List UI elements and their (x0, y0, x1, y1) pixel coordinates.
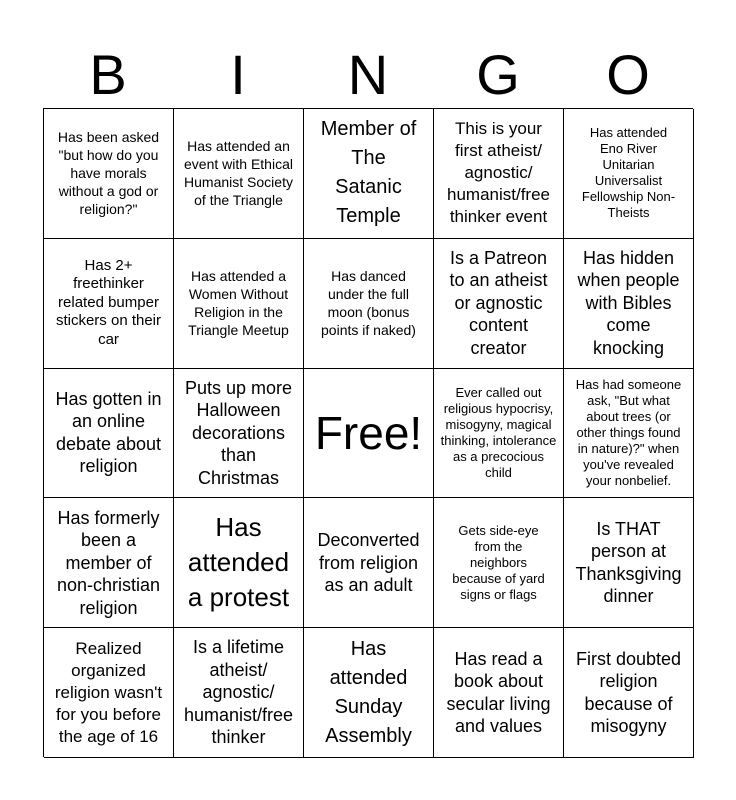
cell-text: Has read a book about secular living and values (446, 648, 551, 737)
cell-text: Has attended Eno River Unitarian Universalist Fellowship Non-Theists (581, 125, 676, 221)
bingo-cell-free[interactable] (304, 369, 434, 499)
cell-text: Ever called out religious hypocrisy, misogyny, magical thinking, intolerance as a precocious child (440, 384, 557, 480)
bingo-cell[interactable] (174, 239, 304, 369)
cell-text: Has 2+ freethinker related bumper stickers on their car (55, 256, 162, 348)
cell-text: First doubted religion because of misogyny (575, 648, 682, 737)
cell-text: Has attended an event with Ethical Humanist Society of the Triangle (184, 138, 293, 209)
bingo-cell[interactable] (174, 628, 304, 758)
bingo-cell[interactable] (434, 109, 564, 239)
header-letter-n: N (347, 43, 389, 106)
cell-text: Is a lifetime atheist/ agnostic/ humanist/free thinker (183, 637, 294, 748)
cell-text: Is THAT person at Thanksgiving dinner (575, 518, 682, 607)
bingo-cell[interactable] (174, 369, 304, 499)
free-space-text: Free! (314, 406, 423, 459)
bingo-cell[interactable] (304, 239, 434, 369)
cell-text: Has attended a Women Without Religion in the Triangle Meetup (188, 268, 289, 339)
cell-text: Realized organized religion wasn't for you before the age of 16 (54, 638, 163, 746)
cell-text: Is a Patreon to an atheist or agnostic content creator (449, 247, 548, 358)
bingo-cell[interactable] (564, 239, 694, 369)
cell-text: Gets side-eye from the neighbors because of yard signs or flags (452, 522, 545, 602)
bingo-cell[interactable] (44, 369, 174, 499)
bingo-cell[interactable] (304, 109, 434, 239)
cell-text: Puts up more Halloween decorations than Christmas (184, 377, 293, 488)
bingo-cell[interactable] (434, 239, 564, 369)
cell-text: Has formerly been a member of non-christian religion (56, 507, 161, 618)
bingo-cell[interactable] (44, 498, 174, 628)
cell-text: Has had someone ask, "But what about trees (or other things found in nature)?" when you've revealed your nonbelief. (575, 376, 682, 488)
cell-text: Has attended a protest (187, 512, 290, 613)
cell-text: Has attended Sunday Assembly (325, 637, 412, 747)
bingo-cell[interactable] (174, 109, 304, 239)
bingo-cell[interactable] (434, 369, 564, 499)
bingo-cell[interactable] (304, 628, 434, 758)
header-letter-i: I (230, 43, 246, 106)
bingo-grid (43, 108, 693, 757)
bingo-cell[interactable] (564, 369, 694, 499)
cell-text: This is your first atheist/ agnostic/ humanist/free thinker event (447, 119, 550, 227)
bingo-cell[interactable] (304, 498, 434, 628)
bingo-cell[interactable] (434, 628, 564, 758)
bingo-cell[interactable] (564, 498, 694, 628)
bingo-cell[interactable] (564, 109, 694, 239)
bingo-cell[interactable] (564, 628, 694, 758)
cell-text: Has been asked "but how do you have morals without a god or religion?" (57, 129, 160, 218)
cell-text: Has danced under the full moon (bonus points if naked) (321, 268, 416, 339)
header-letter-g: G (476, 43, 520, 106)
cell-text: Has gotten in an online debate about religion (55, 388, 162, 477)
header-letter-b: B (89, 43, 127, 106)
bingo-cell[interactable] (174, 498, 304, 628)
bingo-cell[interactable] (44, 628, 174, 758)
cell-text: Deconverted from religion as an adult (317, 530, 420, 596)
cell-text: Member of The Satanic Temple (320, 118, 417, 228)
bingo-cell[interactable] (44, 239, 174, 369)
bingo-cell[interactable] (44, 109, 174, 239)
bingo-cell[interactable] (434, 498, 564, 628)
header-letter-o: O (606, 43, 650, 106)
cell-text: Has hidden when people with Bibles come knocking (577, 247, 680, 358)
bingo-header (43, 42, 693, 108)
